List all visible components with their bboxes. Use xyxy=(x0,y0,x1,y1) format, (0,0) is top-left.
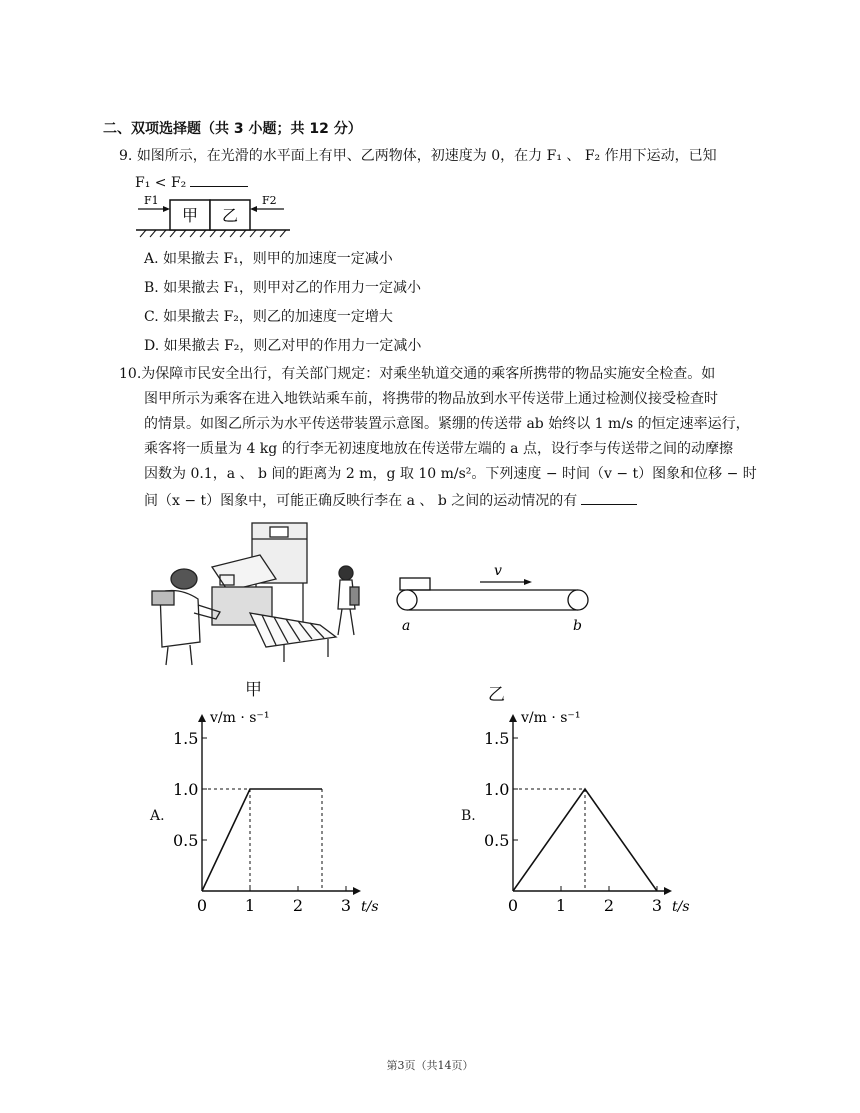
graph-b-xtick-1: 1 xyxy=(555,896,567,915)
graph-a-xtick-0: 0 xyxy=(196,896,208,915)
graph-a-ytick-1.0: 1.0 xyxy=(173,780,199,799)
graph-a-xlabel: t/s xyxy=(361,899,379,915)
graph-a-ytick-1.5: 1.5 xyxy=(173,729,199,748)
graph-b-xtick-3: 3 xyxy=(651,896,663,915)
graph-b-y-arrow xyxy=(509,714,517,722)
q10-line2: 图甲所示为乘客在进入地铁站乘车前，将携带的物品放到水平传送带上通过检测仪接受检查时 xyxy=(144,391,718,407)
conveyor-belt-diagram xyxy=(390,558,600,638)
velocity-arrowhead xyxy=(524,579,532,585)
velocity-label: v xyxy=(494,563,502,579)
graph-a xyxy=(165,700,395,920)
section-title: 二、双项选择题（共 3 小题；共 12 分） xyxy=(103,121,362,137)
q9-option-d[interactable]: D. 如果撤去 F₂，则乙对甲的作用力一定减小 xyxy=(144,338,422,354)
q9-stem-line1 xyxy=(119,146,717,166)
q10-text-6: 间（x − t）图象中，可能正确反映行李在 a 、 b 之间的运动情况的有 xyxy=(144,493,578,509)
graph-b-ytick-1.5: 1.5 xyxy=(484,729,510,748)
point-b-label: b xyxy=(573,618,582,634)
graph-b-xtick-0: 0 xyxy=(507,896,519,915)
graph-b xyxy=(476,700,706,920)
security-check-illustration xyxy=(150,517,365,667)
q9-stem-text-1: 如图所示，在光滑的水平面上有甲、乙两物体，初速度为 0，在力 F₁ 、 F₂ 作用下运动，已知 xyxy=(136,148,717,164)
graph-a-xtick-3: 3 xyxy=(340,896,352,915)
graph-b-option-label[interactable]: B. xyxy=(461,808,476,824)
block-jia-label: 甲 xyxy=(181,206,199,225)
q9-number: 9. xyxy=(119,148,133,164)
q10-line1 xyxy=(119,364,715,384)
graph-a-velocity-line xyxy=(202,789,322,891)
graph-b-x-arrow xyxy=(664,887,672,895)
force-f1-label: F1 xyxy=(144,194,159,207)
page-footer: 第3页（共14页） xyxy=(386,1059,474,1072)
graph-a-xtick-2: 2 xyxy=(292,896,304,915)
force-f2-arrowhead xyxy=(250,206,257,212)
graph-a-xtick-1: 1 xyxy=(244,896,256,915)
q9-option-b[interactable]: B. 如果撤去 F₁，则甲对乙的作用力一定减小 xyxy=(144,280,421,296)
q9-stem-text-2: F₁ < F₂ xyxy=(135,175,187,191)
pulley-a xyxy=(397,590,417,610)
q9-stem-line2 xyxy=(135,172,248,193)
q10-line3: 的情景。如图乙所示为水平传送带装置示意图。紧绷的传送带 ab 始终以 1 m/s 的恒定速率运行， xyxy=(144,416,750,432)
graph-a-ytick-0.5: 0.5 xyxy=(173,831,199,850)
q10-line6 xyxy=(144,490,637,511)
graph-a-y-arrow xyxy=(198,714,206,722)
q10-answer-blank[interactable] xyxy=(581,490,637,505)
graph-b-xtick-2: 2 xyxy=(603,896,615,915)
block-yi-label: 乙 xyxy=(221,206,239,225)
luggage-box xyxy=(400,578,430,590)
q9-figure xyxy=(134,192,294,240)
force-f1-arrowhead xyxy=(163,206,170,212)
graph-b-ytick-1.0: 1.0 xyxy=(484,780,510,799)
pulley-b xyxy=(568,590,588,610)
graph-b-xlabel: t/s xyxy=(672,899,690,915)
graph-a-x-arrow xyxy=(353,887,361,895)
q9-answer-blank[interactable] xyxy=(190,172,248,187)
graph-b-ytick-0.5: 0.5 xyxy=(484,831,510,850)
graph-a-option-label[interactable]: A. xyxy=(150,808,165,824)
force-f2-label: F2 xyxy=(262,194,277,207)
graph-b-ylabel: v/m · s⁻¹ xyxy=(521,710,581,726)
q9-option-a[interactable]: A. 如果撤去 F₁，则甲的加速度一定减小 xyxy=(144,251,393,267)
q10-line4: 乘客将一质量为 4 kg 的行李无初速度地放在传送带左端的 a 点，设行李与传送带之间的动摩擦 xyxy=(144,441,733,457)
ground-hatch xyxy=(140,230,286,237)
q10-text-1: 为保障市民安全出行，有关部门规定：对乘坐轨道交通的乘客所携带的物品实施安全检查。如 xyxy=(141,366,716,382)
point-a-label: a xyxy=(402,618,411,634)
q9-option-c[interactable]: C. 如果撤去 F₂，则乙的加速度一定增大 xyxy=(144,309,393,325)
graph-a-ylabel: v/m · s⁻¹ xyxy=(210,710,270,726)
q10-line5: 因数为 0.1，a 、 b 间的距离为 2 m，g 取 10 m/s²。下列速度 − 时间（v − t）图象和位移 − 时 xyxy=(144,466,757,482)
q10-number: 10. xyxy=(119,366,142,382)
figure-jia-caption: 甲 xyxy=(245,680,262,700)
figure-yi-caption: 乙 xyxy=(488,685,505,705)
